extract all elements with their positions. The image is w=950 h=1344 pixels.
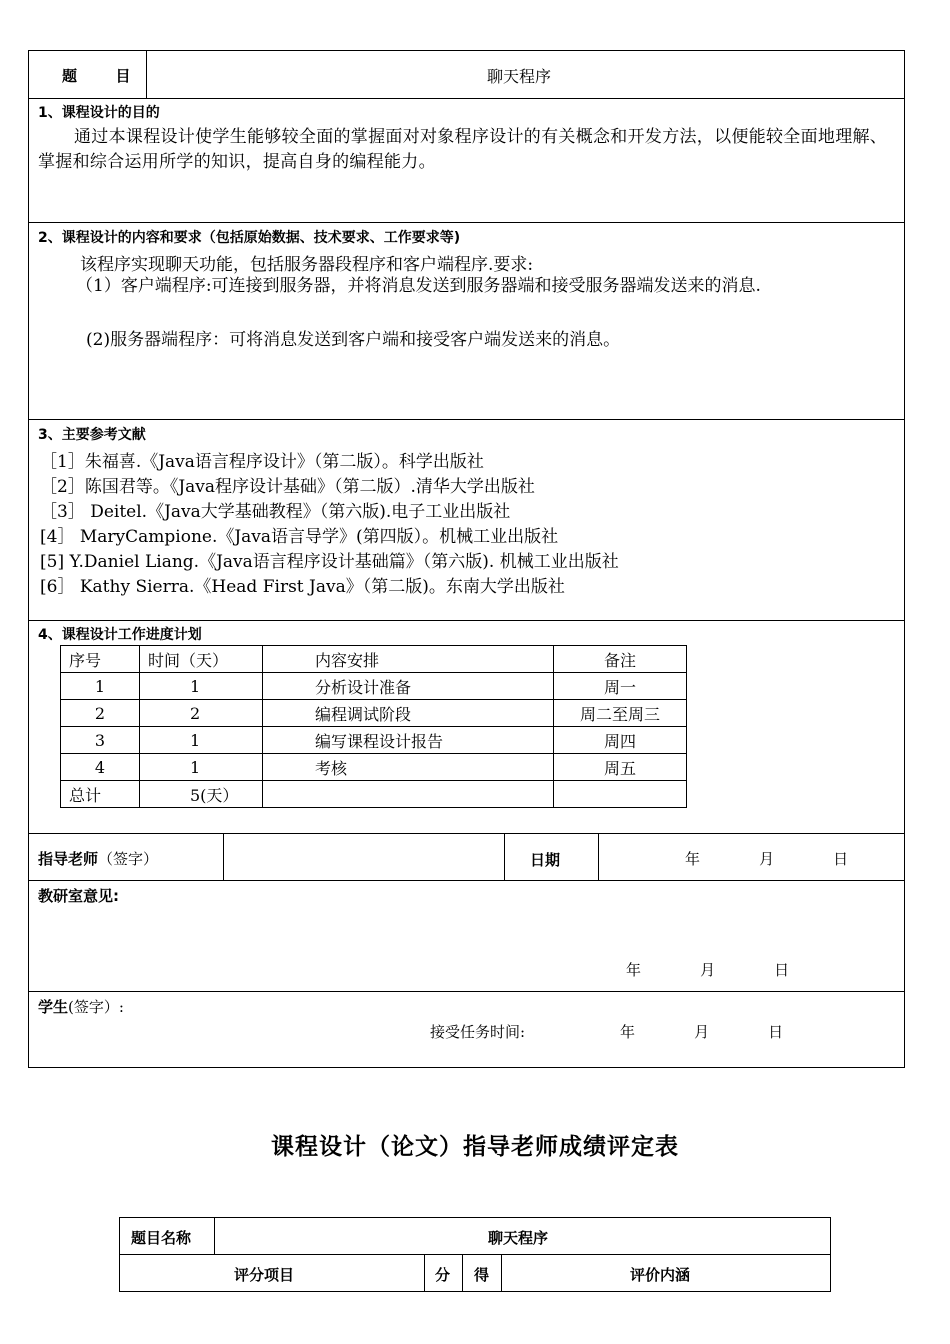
schedule-header-row bbox=[61, 646, 687, 673]
schedule-cell: 考核 bbox=[263, 754, 554, 781]
schedule-cell: 2 bbox=[140, 700, 263, 727]
section1-title: 1、课程设计的目的 bbox=[38, 105, 160, 121]
schedule-cell bbox=[554, 781, 687, 808]
section2-item1: （1）客户端程序:可连接到服务器，并将消息发送到服务器端和接受服务器端发送来的消息. bbox=[76, 276, 761, 296]
schedule-total-label: 总计 bbox=[61, 781, 140, 808]
grading-name-value: 聊天程序 bbox=[488, 1229, 549, 1247]
schedule-total-row bbox=[61, 781, 687, 808]
student-label: 学生 bbox=[38, 998, 69, 1016]
schedule-cell: 编程调试阶段 bbox=[263, 700, 554, 727]
schedule-cell: 3 bbox=[61, 727, 140, 754]
schedule-header: 序号 bbox=[61, 646, 140, 673]
schedule-header: 时间（天） bbox=[140, 646, 263, 673]
accept-time-label: 接受任务时间: bbox=[430, 1023, 526, 1041]
teacher-label: 指导老师 bbox=[38, 850, 99, 868]
schedule-cell: 1 bbox=[140, 754, 263, 781]
schedule-cell: 4 bbox=[61, 754, 140, 781]
office-opinion-label: 教研室意见: bbox=[38, 887, 119, 905]
schedule-cell: 周一 bbox=[554, 673, 687, 700]
reference-item: [4］ MaryCampione.《Java语言导学》(第四版）。机械工业出版社 bbox=[40, 527, 559, 547]
teacher-date-field[interactable]: 年 月 日 bbox=[685, 850, 849, 868]
schedule-cell: 周四 bbox=[554, 727, 687, 754]
table-row bbox=[61, 673, 687, 700]
grading-col-content: 评价内涵 bbox=[630, 1266, 691, 1284]
table-row bbox=[61, 754, 687, 781]
section4-title: 4、课程设计工作进度计划 bbox=[38, 627, 202, 643]
schedule-header: 内容安排 bbox=[263, 646, 554, 673]
schedule-cell: 1 bbox=[61, 673, 140, 700]
reference-item: ［1］朱福喜.《Java语言程序设计》（第二版）。科学出版社 bbox=[40, 452, 484, 472]
schedule-total-value: 5(天） bbox=[140, 781, 263, 808]
schedule-header: 备注 bbox=[554, 646, 687, 673]
accept-date-field[interactable]: 年 月 日 bbox=[620, 1023, 784, 1041]
section3-title: 3、主要参考文献 bbox=[38, 427, 146, 443]
schedule-table bbox=[60, 645, 687, 808]
schedule-cell: 分析设计准备 bbox=[263, 673, 554, 700]
reference-item: ［2］陈国君等。《Java程序设计基础》（第二版）.清华大学出版社 bbox=[40, 477, 535, 497]
schedule-cell: 周二至周三 bbox=[554, 700, 687, 727]
schedule-cell: 编写课程设计报告 bbox=[263, 727, 554, 754]
date-label: 日期 bbox=[530, 851, 561, 869]
student-sign-note: (签字）: bbox=[68, 998, 124, 1016]
grading-col-item: 评分项目 bbox=[234, 1266, 295, 1284]
student-sign-label bbox=[38, 996, 124, 1017]
reference-item: ［3］ Deitel.《Java大学基础教程》（第六版).电子工业出版社 bbox=[40, 502, 511, 522]
topic-label: 题 目 bbox=[62, 67, 131, 85]
section1-body: 通过本课程设计使学生能够较全面的掌握面对对象程序设计的有关概念和开发方法，以便能较全面地理解、掌握和综合运用所学的知识，提高自身的编程能力。 bbox=[38, 127, 888, 172]
section2-item2: (2)服务器端程序：可将消息发送到客户端和接受客户端发送来的消息。 bbox=[86, 330, 621, 350]
grading-col-score: 分 bbox=[435, 1266, 451, 1284]
table-row bbox=[61, 700, 687, 727]
schedule-cell: 1 bbox=[140, 727, 263, 754]
teacher-sign-label bbox=[38, 848, 158, 869]
schedule-cell bbox=[263, 781, 554, 808]
teacher-signature-field[interactable] bbox=[224, 834, 504, 880]
section2-title: 2、课程设计的内容和要求（包括原始数据、技术要求、工作要求等) bbox=[38, 230, 461, 246]
grading-title: 课程设计（论文）指导老师成绩评定表 bbox=[271, 1134, 679, 1160]
topic-value: 聊天程序 bbox=[487, 67, 552, 86]
schedule-cell: 2 bbox=[61, 700, 140, 727]
table-row bbox=[61, 727, 687, 754]
office-date-field[interactable]: 年 月 日 bbox=[626, 961, 790, 979]
schedule-cell: 周五 bbox=[554, 754, 687, 781]
teacher-sign-note: （签字） bbox=[98, 850, 159, 868]
reference-item: [5] Y.Daniel Liang.《Java语言程序设计基础篇》（第六版). 机械工业出版社 bbox=[40, 552, 619, 572]
grading-name-label: 题目名称 bbox=[131, 1229, 192, 1247]
reference-item: [6］ Kathy Sierra.《Head First Java》（第二版)。东南大学出版社 bbox=[40, 577, 565, 597]
grading-col-got: 得 bbox=[474, 1266, 490, 1284]
section2-intro: 该程序实现聊天功能，包括服务器段程序和客户端程序.要求: bbox=[80, 255, 534, 275]
schedule-cell: 1 bbox=[140, 673, 263, 700]
